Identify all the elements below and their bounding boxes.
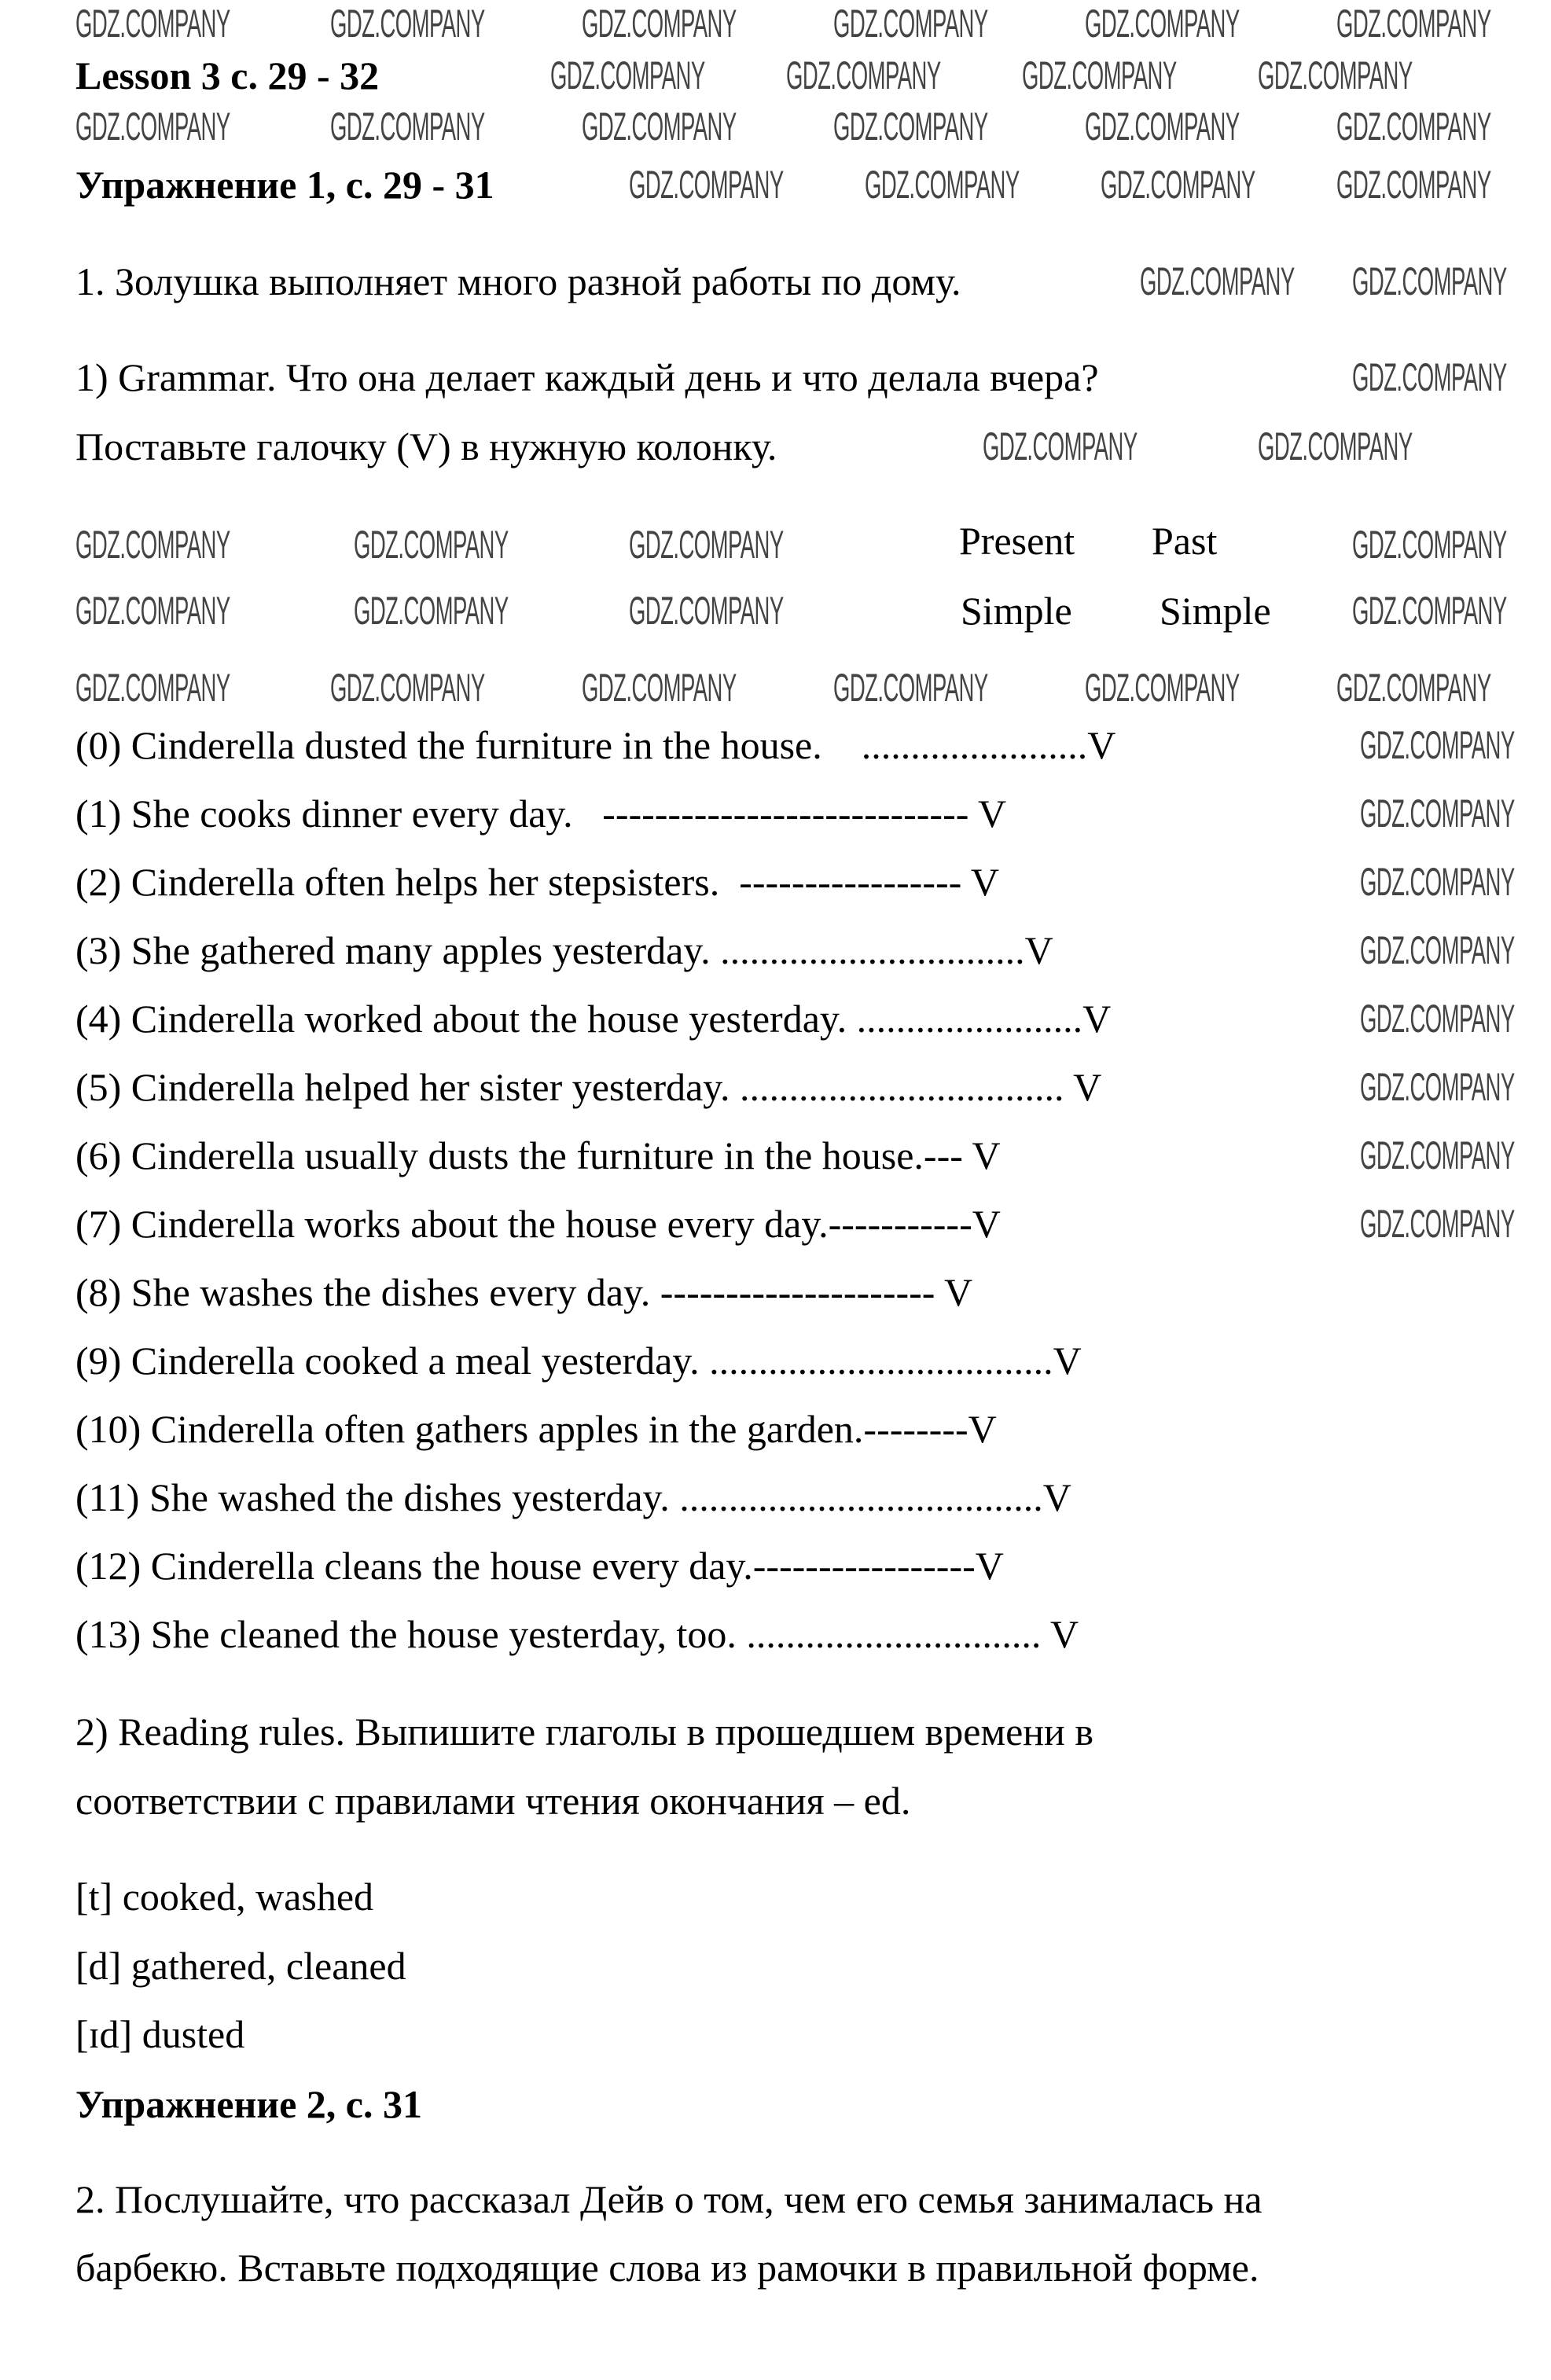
watermark: GDZ.COMPANY	[1360, 860, 1515, 904]
watermark: GDZ.COMPANY	[833, 2, 988, 46]
watermark: GDZ.COMPANY	[833, 666, 988, 710]
watermark: GDZ.COMPANY	[330, 666, 485, 710]
watermark: GDZ.COMPANY	[75, 2, 230, 46]
watermark: GDZ.COMPANY	[1352, 523, 1507, 567]
watermark: GDZ.COMPANY	[1258, 424, 1413, 468]
sentence-row: (10) Cinderella often gathers apples in the garden.--------V	[75, 1407, 997, 1451]
exercise-2-instruction: 2. Послушайте, что рассказал Дейв о том, чем его семья занималась на	[75, 2177, 1262, 2221]
watermark: GDZ.COMPANY	[75, 523, 230, 567]
watermark: GDZ.COMPANY	[1360, 791, 1515, 836]
sentence-row: (2) Cinderella often helps her stepsisters. ----------------- V	[75, 860, 999, 904]
exercise-1-heading: Упражнение 1, с. 29 - 31	[75, 163, 494, 207]
watermark: GDZ.COMPANY	[582, 666, 737, 710]
answer-t: [t] cooked, washed	[75, 1875, 374, 1919]
watermark: GDZ.COMPANY	[629, 523, 784, 567]
task-2-instruction-2: соответствии с правилами чтения окончания – ed.	[75, 1779, 911, 1823]
watermark: GDZ.COMPANY	[983, 424, 1138, 468]
watermark: GDZ.COMPANY	[1336, 163, 1491, 207]
task-1-instruction: 1) Grammar. Что она делает каждый день и что делала вчера?	[75, 355, 1099, 399]
lesson-title: Lesson 3 c. 29 - 32	[75, 53, 380, 97]
column-present-label-2: Simple	[961, 589, 1072, 633]
watermark: GDZ.COMPANY	[1360, 1202, 1515, 1246]
watermark: GDZ.COMPANY	[1360, 1133, 1515, 1177]
watermark: GDZ.COMPANY	[865, 163, 1020, 207]
watermark: GDZ.COMPANY	[1022, 53, 1177, 97]
watermark: GDZ.COMPANY	[1336, 2, 1491, 46]
exercise-2-heading: Упражнение 2, с. 31	[75, 2082, 422, 2126]
watermark: GDZ.COMPANY	[1085, 2, 1240, 46]
exercise-1-intro: 1. Золушка выполняет много разной работы по дому.	[75, 259, 961, 303]
watermark: GDZ.COMPANY	[1352, 355, 1507, 399]
watermark: GDZ.COMPANY	[1352, 589, 1507, 633]
watermark: GDZ.COMPANY	[75, 666, 230, 710]
exercise-2-instruction-2: барбекю. Вставьте подходящие слова из рамочки в правильной форме.	[75, 2246, 1259, 2290]
column-past-label-2: Simple	[1160, 589, 1271, 633]
sentence-row: (7) Cinderella works about the house every day.-----------V	[75, 1202, 1001, 1246]
watermark: GDZ.COMPANY	[550, 53, 705, 97]
watermark: GDZ.COMPANY	[1085, 105, 1240, 149]
watermark: GDZ.COMPANY	[1085, 666, 1240, 710]
watermark: GDZ.COMPANY	[75, 105, 230, 149]
watermark: GDZ.COMPANY	[629, 589, 784, 633]
task-2-instruction: 2) Reading rules. Выпишите глаголы в прошедшем времени в	[75, 1710, 1093, 1754]
watermark: GDZ.COMPANY	[1360, 723, 1515, 767]
sentence-row: (5) Cinderella helped her sister yesterday. ................................. V	[75, 1065, 1102, 1109]
sentence-row: (0) Cinderella dusted the furniture in the house. .......................V	[75, 723, 1116, 767]
watermark: GDZ.COMPANY	[1360, 1065, 1515, 1109]
sentence-row: (13) She cleaned the house yesterday, too. .............................. V	[75, 1612, 1079, 1656]
watermark: GDZ.COMPANY	[629, 163, 784, 207]
watermark: GDZ.COMPANY	[75, 589, 230, 633]
sentence-row: (11) She washed the dishes yesterday. .....................................V	[75, 1475, 1071, 1519]
watermark: GDZ.COMPANY	[1101, 163, 1255, 207]
sentence-row: (8) She washes the dishes every day. --------------------- V	[75, 1270, 973, 1314]
watermark: GDZ.COMPANY	[582, 2, 737, 46]
watermark: GDZ.COMPANY	[1360, 997, 1515, 1041]
sentence-row: (1) She cooks dinner every day. ---------------------------- V	[75, 791, 1007, 836]
sentence-row: (12) Cinderella cleans the house every day.-----------------V	[75, 1544, 1004, 1588]
watermark: GDZ.COMPANY	[1258, 53, 1413, 97]
watermark: GDZ.COMPANY	[833, 105, 988, 149]
answer-id: [ɪd] dusted	[75, 2012, 245, 2056]
watermark: GDZ.COMPANY	[1336, 666, 1491, 710]
sentence-row: (6) Cinderella usually dusts the furniture in the house.--- V	[75, 1133, 1001, 1177]
sentence-row: (9) Cinderella cooked a meal yesterday. ...................................V	[75, 1339, 1082, 1383]
watermark: GDZ.COMPANY	[582, 105, 737, 149]
watermark: GDZ.COMPANY	[1352, 259, 1507, 303]
watermark: GDZ.COMPANY	[354, 523, 509, 567]
sentence-row: (3) She gathered many apples yesterday. ...............................V	[75, 928, 1053, 972]
task-1-instruction-2: Поставьте галочку (V) в нужную колонку.	[75, 424, 777, 468]
column-present-label: Present	[959, 519, 1075, 563]
watermark: GDZ.COMPANY	[1360, 928, 1515, 972]
watermark: GDZ.COMPANY	[1140, 259, 1295, 303]
sentence-row: (4) Cinderella worked about the house yesterday. .......................V	[75, 997, 1112, 1041]
watermark: GDZ.COMPANY	[330, 2, 485, 46]
watermark: GDZ.COMPANY	[354, 589, 509, 633]
watermark: GDZ.COMPANY	[330, 105, 485, 149]
answer-d: [d] gathered, cleaned	[75, 1944, 406, 1988]
watermark: GDZ.COMPANY	[786, 53, 941, 97]
column-past-label: Past	[1152, 519, 1218, 563]
watermark: GDZ.COMPANY	[1336, 105, 1491, 149]
